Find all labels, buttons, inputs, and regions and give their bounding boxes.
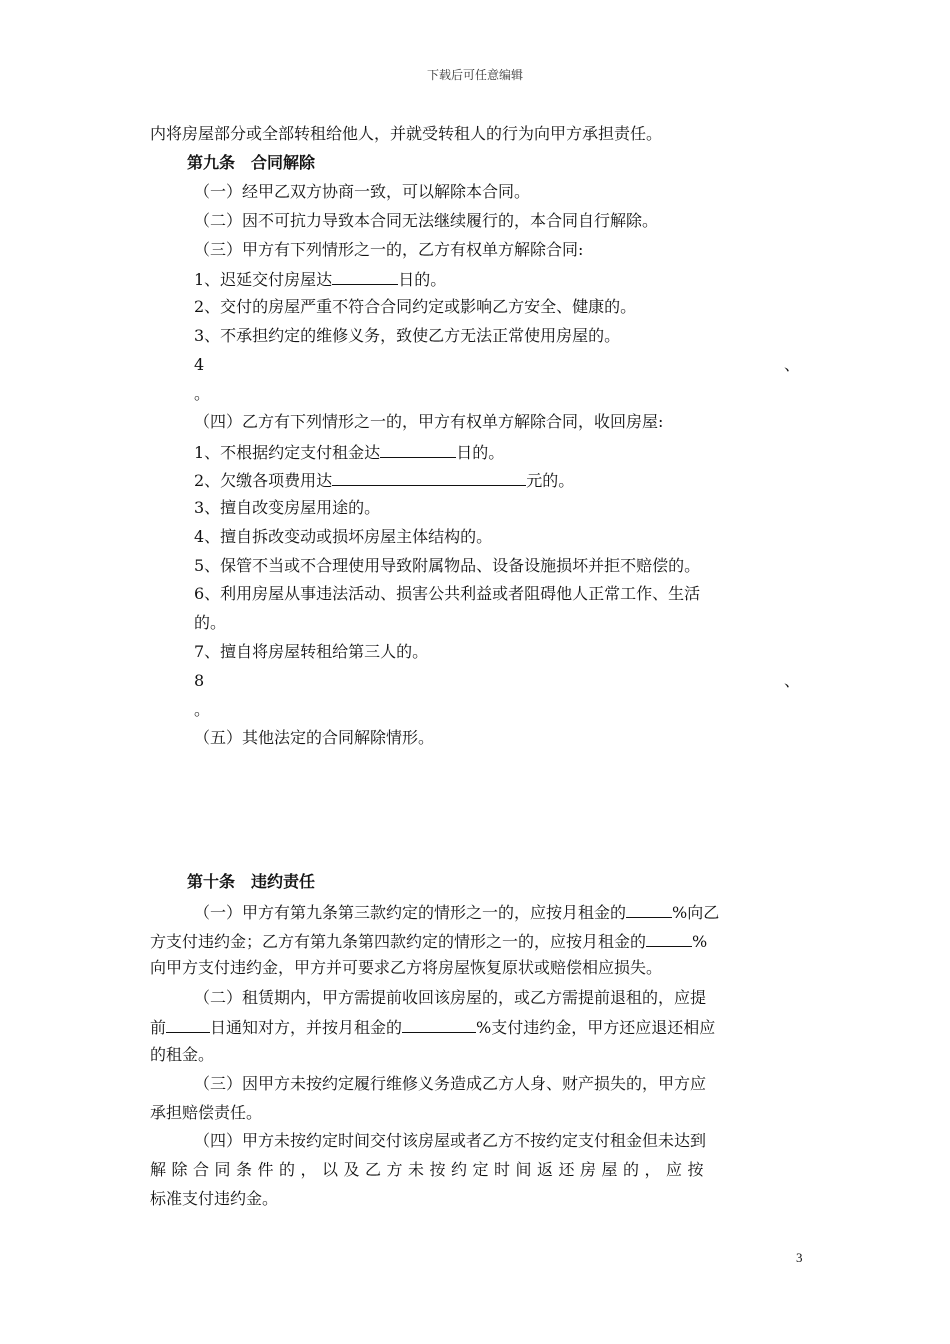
- fill-blank: [166, 1016, 210, 1033]
- clause-9-3-item-4: [194, 355, 800, 375]
- item-text: 1、不根据约定支付租金达: [194, 443, 381, 462]
- clause-9-5: （五）其他法定的合同解除情形。: [194, 728, 435, 747]
- page-header: 下载后可任意编辑: [426, 68, 523, 82]
- clause-9-3-item-4-end: 。: [194, 384, 211, 403]
- clause-9-4-item-5: 5、保管不当或不合理使用导致附属物品、设备设施损坏并拒不赔偿的。: [194, 556, 701, 575]
- clause-text: （一）甲方有第九条第三款约定的情形之一的，应按月租金的: [194, 903, 627, 922]
- clause-9-4-item-8: [194, 671, 800, 691]
- article-10-title: 第十条 违约责任: [187, 872, 316, 891]
- clause-9-4-item-1: [194, 441, 504, 463]
- page-number: 3: [796, 1250, 803, 1265]
- clause-10-3: （三）因甲方未按约定履行维修义务造成乙方人身、财产损失的，甲方应: [194, 1074, 707, 1093]
- clause-text: %向乙: [672, 903, 720, 922]
- clause-9-4-item-3: 3、擅自改变房屋用途的。: [194, 498, 381, 517]
- fill-blank: [332, 469, 526, 486]
- clause-9-1: （一）经甲乙双方协商一致，可以解除本合同。: [194, 182, 531, 201]
- item-number: 8: [194, 671, 205, 690]
- fill-blank: [380, 441, 456, 458]
- clause-9-3: （三）甲方有下列情形之一的，乙方有权单方解除合同:: [194, 240, 584, 259]
- clause-9-4-item-4: 4、擅自拆改变动或损坏房屋主体结构的。: [194, 527, 493, 546]
- clause-10-2-cont: [150, 1016, 715, 1038]
- fill-blank: [626, 901, 672, 918]
- clause-10-2: （二）租赁期内，甲方需提前收回该房屋的，或乙方需提前退租的，应提: [194, 988, 707, 1007]
- clause-10-1-cont: [150, 930, 707, 952]
- item-number: 4: [194, 355, 205, 374]
- clause-10-4: （四）甲方未按约定时间交付该房屋或者乙方不按约定支付租金但未达到: [194, 1131, 707, 1150]
- clause-9-4-item-6-cont: 的。: [194, 613, 227, 632]
- item-text: 日的。: [398, 270, 447, 289]
- clause-text: 前: [150, 1018, 167, 1037]
- clause-9-4-item-8-end: 。: [194, 700, 211, 719]
- clause-9-3-item-1: [194, 268, 446, 290]
- fill-blank: [332, 268, 398, 285]
- clause-9-3-item-2: 2、交付的房屋严重不符合合同约定或影响乙方安全、健康的。: [194, 297, 637, 316]
- clause-9-4-item-7: 7、擅自将房屋转租给第三人的。: [194, 642, 429, 661]
- continued-paragraph: 内将房屋部分或全部转租给他人，并就受转租人的行为向甲方承担责任。: [150, 124, 663, 143]
- item-text: 日的。: [456, 443, 505, 462]
- item-text: 元的。: [526, 471, 575, 490]
- clause-10-4-cont2: 标准支付违约金。: [150, 1189, 279, 1208]
- clause-9-4-item-6: 6、利用房屋从事违法活动、损害公共利益或者阻碍他人正常工作、生活: [194, 584, 701, 603]
- fill-blank: [646, 930, 692, 947]
- fill-blank: [402, 1016, 476, 1033]
- clause-text: %: [692, 932, 708, 951]
- clause-9-2: （二）因不可抗力导致本合同无法继续履行的，本合同自行解除。: [194, 211, 659, 230]
- clause-9-4-item-2: [194, 469, 574, 491]
- clause-10-3-cont: 承担赔偿责任。: [150, 1103, 263, 1122]
- clause-10-1-cont2: 向甲方支付违约金，甲方并可要求乙方将房屋恢复原状或赔偿相应损失。: [150, 958, 663, 977]
- clause-text: %支付违约金，甲方还应退还相应: [476, 1018, 716, 1037]
- item-text: 1、迟延交付房屋达: [194, 270, 333, 289]
- clause-10-4-cont: 解除合同条件的，以及乙方未按约定时间返还房屋的，应按: [150, 1160, 710, 1179]
- item-end-mark: 、: [783, 355, 800, 374]
- item-end-mark: 、: [783, 671, 800, 690]
- clause-text: 日通知对方，并按月租金的: [210, 1018, 403, 1037]
- clause-9-3-item-3: 3、不承担约定的维修义务，致使乙方无法正常使用房屋的。: [194, 326, 621, 345]
- item-text: 2、欠缴各项费用达: [194, 471, 333, 490]
- clause-10-1: [194, 901, 719, 923]
- clause-text: 方支付违约金；乙方有第九条第四款约定的情形之一的，应按月租金的: [150, 932, 647, 951]
- article-9-title: 第九条 合同解除: [187, 153, 316, 172]
- clause-9-4: （四）乙方有下列情形之一的，甲方有权单方解除合同，收回房屋:: [194, 412, 664, 431]
- clause-10-2-cont2: 的租金。: [150, 1045, 215, 1064]
